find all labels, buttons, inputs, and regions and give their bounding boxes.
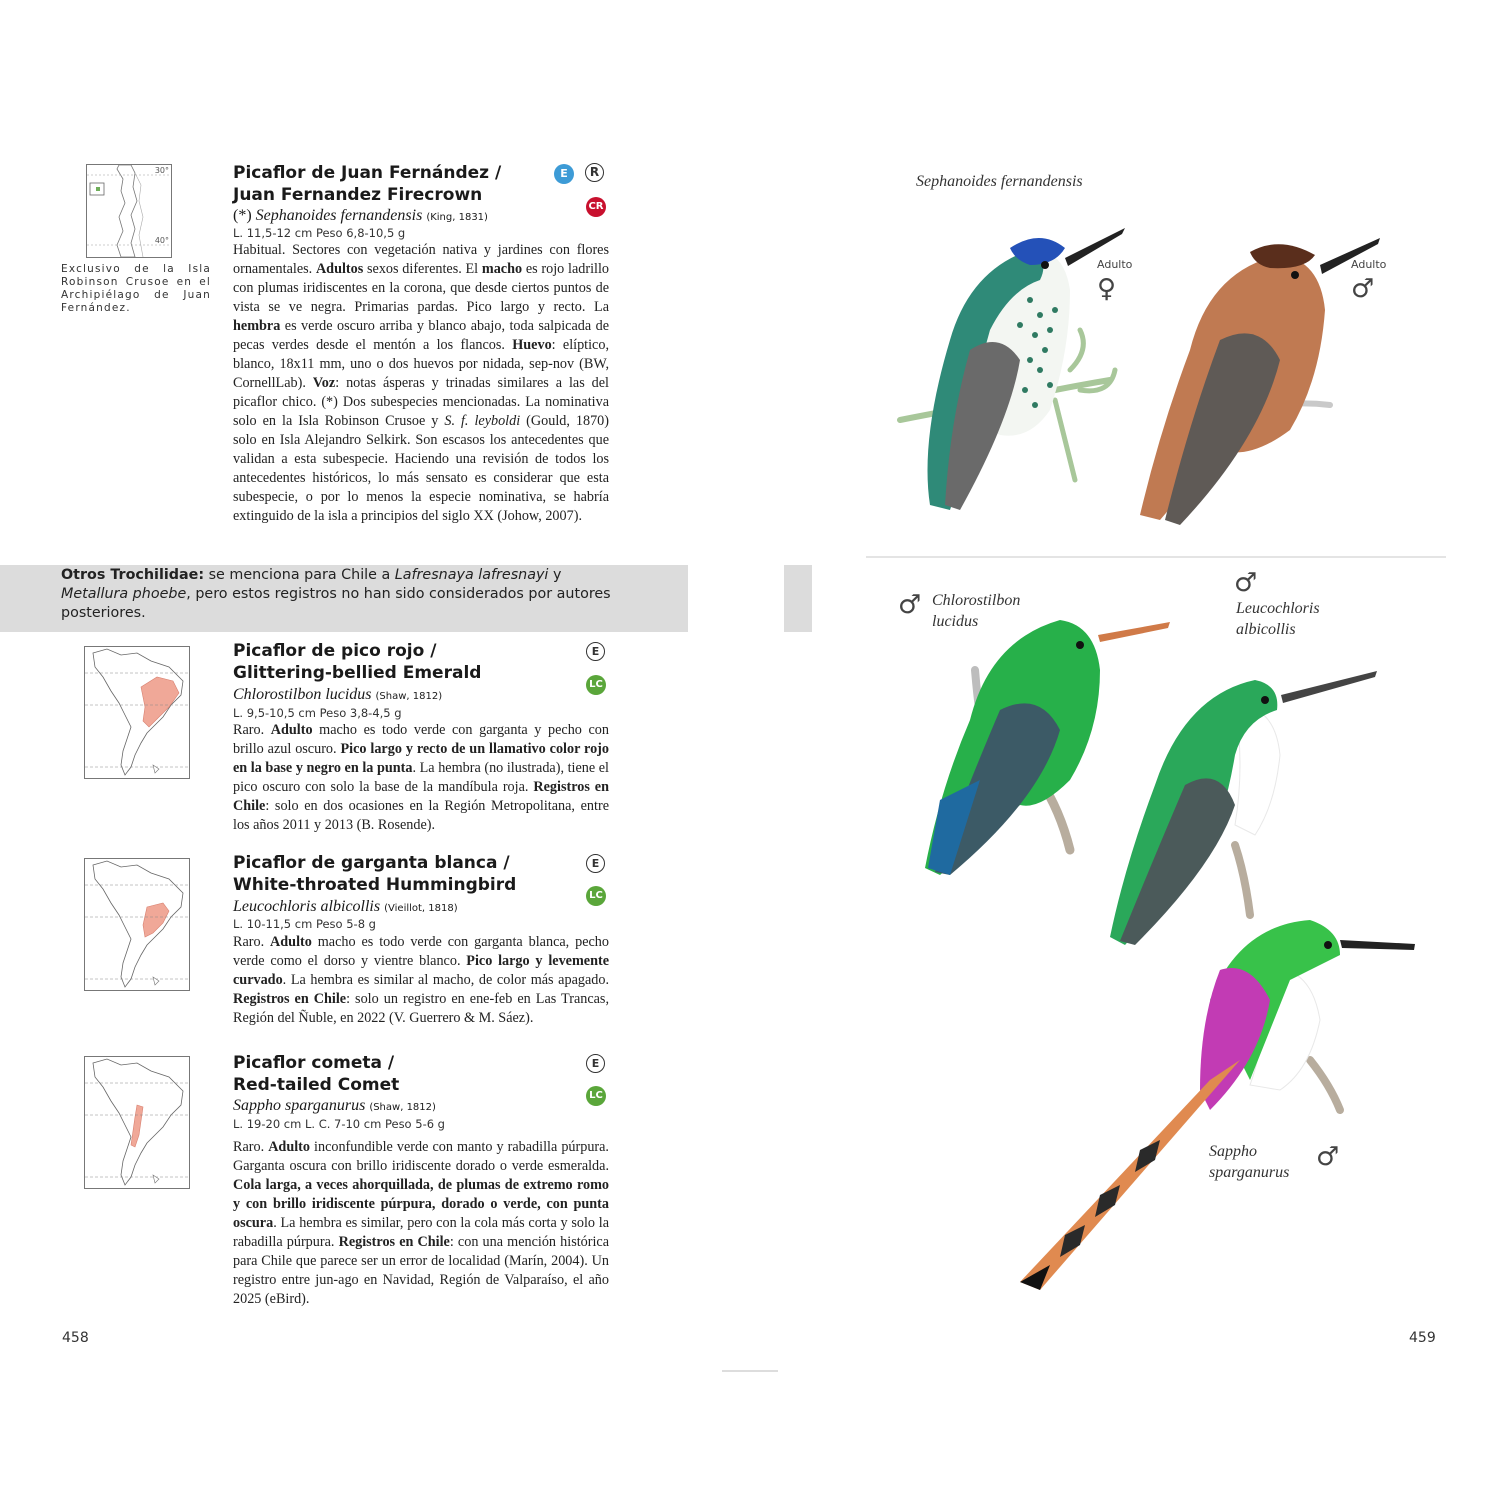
illustration-sephanoides-female [890, 220, 1133, 520]
badge-endemic-e: E [586, 642, 605, 661]
badge-status-lc: LC [586, 1086, 606, 1106]
badge-endemic-e: E [554, 164, 574, 184]
sci-prefix: (*) [233, 207, 256, 224]
sci-author: (Shaw, 1812) [375, 691, 443, 702]
badge-resident-r: R [585, 163, 604, 182]
sci-author: (King, 1831) [426, 212, 488, 223]
map-caption: Exclusivo de la Isla Robinson Crusoe en el Archipiélago de Juan Fernández. [61, 263, 211, 314]
range-map-sappho [84, 1056, 190, 1189]
illustration-leucochloris [1105, 665, 1380, 950]
title-en: White-throated Hummingbird [233, 875, 517, 895]
illustration-sappho [1010, 910, 1420, 1300]
band-species-2: Metallura phoebe [61, 586, 187, 602]
badge-status-lc: LC [586, 675, 606, 695]
band-t1: se menciona para Chile a [204, 567, 395, 583]
label-line-1: Leucochloris [1236, 600, 1320, 617]
band-t3: , pero estos registros no han sido considerados por autores posteriores. [61, 586, 611, 621]
scientific-name-3 [233, 897, 458, 919]
band-t2: y [548, 567, 562, 583]
label-adulto-female: Adulto [1097, 258, 1133, 271]
title-es: Picaflor de garganta blanca / [233, 853, 510, 873]
band-lead: Otros Trochilidae: [61, 567, 205, 583]
badge-status-lc: LC [586, 886, 606, 906]
measurements-1: L. 11,5-12 cm Peso 6,8-10,5 g [233, 226, 406, 240]
sci-name: Chlorostilbon lucidus [233, 686, 372, 703]
range-map-chlorostilbon [84, 646, 190, 779]
measurements-4: L. 19-20 cm L. C. 7-10 cm Peso 5-6 g [233, 1117, 445, 1131]
sci-name: Sephanoides fernandensis [255, 207, 423, 224]
sci-author: (Shaw, 1812) [369, 1102, 436, 1113]
plate-label-sephanoides: Sephanoides fernandensis [916, 173, 1083, 190]
badge-endemic-e: E [586, 1054, 605, 1073]
sci-name: Sappho sparganurus [233, 1097, 366, 1114]
species-title-leucochloris [233, 852, 573, 896]
range-map-juan-fernandez [86, 164, 172, 258]
label-adulto-male: Adulto [1351, 258, 1387, 271]
sci-author: (Vieillot, 1818) [384, 903, 458, 914]
map-label-30: 30° [154, 166, 169, 175]
species-description-3: Raro. Adulto macho es todo verde con garganta blanca, pecho verde como el dorso y vientre blanco. Pico largo y levemente curvado. La hembra es similar al macho, de color más apagado. Registros en Chile: solo un registro en ene-feb en Las Trancas, Región del Ñuble, en 2022 (V. Guerrero & M. Sáez). [233, 934, 610, 1026]
badge-status-cr: CR [586, 197, 606, 217]
species-description-4: Raro. Adulto inconfundible verde con manto y rabadilla púrpura. Garganta oscura con brillo iridiscente dorado o verde esmeralda. Cola larga, a veces ahorquillada, de plumas de extremo romo y con brillo iridiscente púrpura, dorado o verde, con punta oscura. La hembra es similar, pero con la cola más corta y solo la rabadilla púrpura. Registros en Chile: con una mención histórica para Chile que parece ser un error de localidad (Marín, 2004). Un registro entre jun-ago en Navidad, Región de Valparaíso, el año 2025 (eBird). [233, 1139, 610, 1307]
plate-label-leucochloris [1236, 598, 1320, 640]
measurements-2: L. 9,5-10,5 cm Peso 3,8-4,5 g [233, 706, 402, 720]
spine-mark [722, 1370, 778, 1372]
male-symbol-sappho: ♂ [1316, 1142, 1340, 1172]
label-line-2: lucidus [932, 613, 979, 630]
male-symbol-sephanoides: ♂ [1351, 274, 1375, 304]
male-symbol-leucochloris: ♂ [1234, 568, 1258, 598]
label-line-2: albicollis [1236, 621, 1296, 638]
species-description-1: Habitual. Sectores con vegetación nativa y jardines con flores ornamentales. Adultos sexos diferentes. El macho es rojo ladrillo con plumas iridiscentes en la corona, que desde ciertos puntos de vista se ve negra. Primarias pardas. Pico largo y recto. La hembra es verde oscuro arriba y blanco abajo, toda salpicada de pecas verdes desde el mentón a los flancos. Huevo: elíptico, blanco, 18x11 mm, uno o dos huevos por nidada, sep-nov (BW, CornellLab). Voz: notas ásperas y trinadas similares a las del picaflor chico. (*) Dos subespecies mencionadas. La nominativa solo en la Isla Robinson Crusoe y S. f. leyboldi (Gould, 1870) solo en Isla Alejandro Selkirk. Son escasos los antecedentes que validan a esta subespecie. Haciendo una revisión de todos los antecedentes históricos, lo más sensato es considerar que esta subespecie, o por lo menos la especie nominativa, se habría extinguido de la isla a principios del siglo XX (Johow, 2007). [233, 242, 610, 524]
measurements-3: L. 10-11,5 cm Peso 5-8 g [233, 917, 376, 931]
page-number-right: 459 [1409, 1330, 1436, 1346]
map-label-40: 40° [154, 236, 169, 245]
range-map-leucochloris [84, 858, 190, 991]
female-symbol: ♀ [1097, 274, 1117, 304]
title-en: Glittering-bellied Emerald [233, 663, 482, 683]
sci-name: Leucochloris albicollis [233, 898, 381, 915]
plate-label-sappho [1209, 1141, 1289, 1183]
scientific-name-4 [233, 1096, 436, 1118]
title-es: Picaflor de Juan Fernández / [233, 163, 502, 183]
title-es: Picaflor cometa / [233, 1053, 395, 1073]
scientific-name-1 [233, 206, 563, 228]
scientific-name-2 [233, 685, 442, 707]
title-es: Picaflor de pico rojo / [233, 641, 437, 661]
label-line-1: Sappho [1209, 1143, 1257, 1160]
band-species-1: Lafresnaya lafresnayi [394, 567, 549, 583]
label-line-2: sparganurus [1209, 1164, 1290, 1181]
page-number-left: 458 [62, 1330, 89, 1346]
plate-divider [866, 556, 1446, 558]
male-symbol-chlorostilbon: ♂ [898, 590, 922, 620]
title-en: Juan Fernandez Firecrown [233, 185, 483, 205]
species-title-sappho [233, 1052, 573, 1096]
label-line-1: Chlorostilbon [932, 592, 1021, 609]
badge-endemic-e: E [586, 854, 605, 873]
species-title-chlorostilbon [233, 640, 573, 684]
band-tab [784, 565, 812, 632]
title-en: Red-tailed Comet [233, 1075, 400, 1095]
species-description-2: Raro. Adulto macho es todo verde con garganta y pecho con brillo azul oscuro. Pico largo y recto de un llamativo color rojo en la base y negro en la punta. La hembra (no ilustrada), tiene el pico oscuro con solo la base de la mandíbula roja. Registros en Chile: solo en dos ocasiones en la Región Metropolitana, entre los años 2011 y 2013 (B. Rosende). [233, 722, 610, 833]
species-title-juan-fernandez [233, 162, 543, 206]
other-trochilidae-note [61, 566, 611, 623]
